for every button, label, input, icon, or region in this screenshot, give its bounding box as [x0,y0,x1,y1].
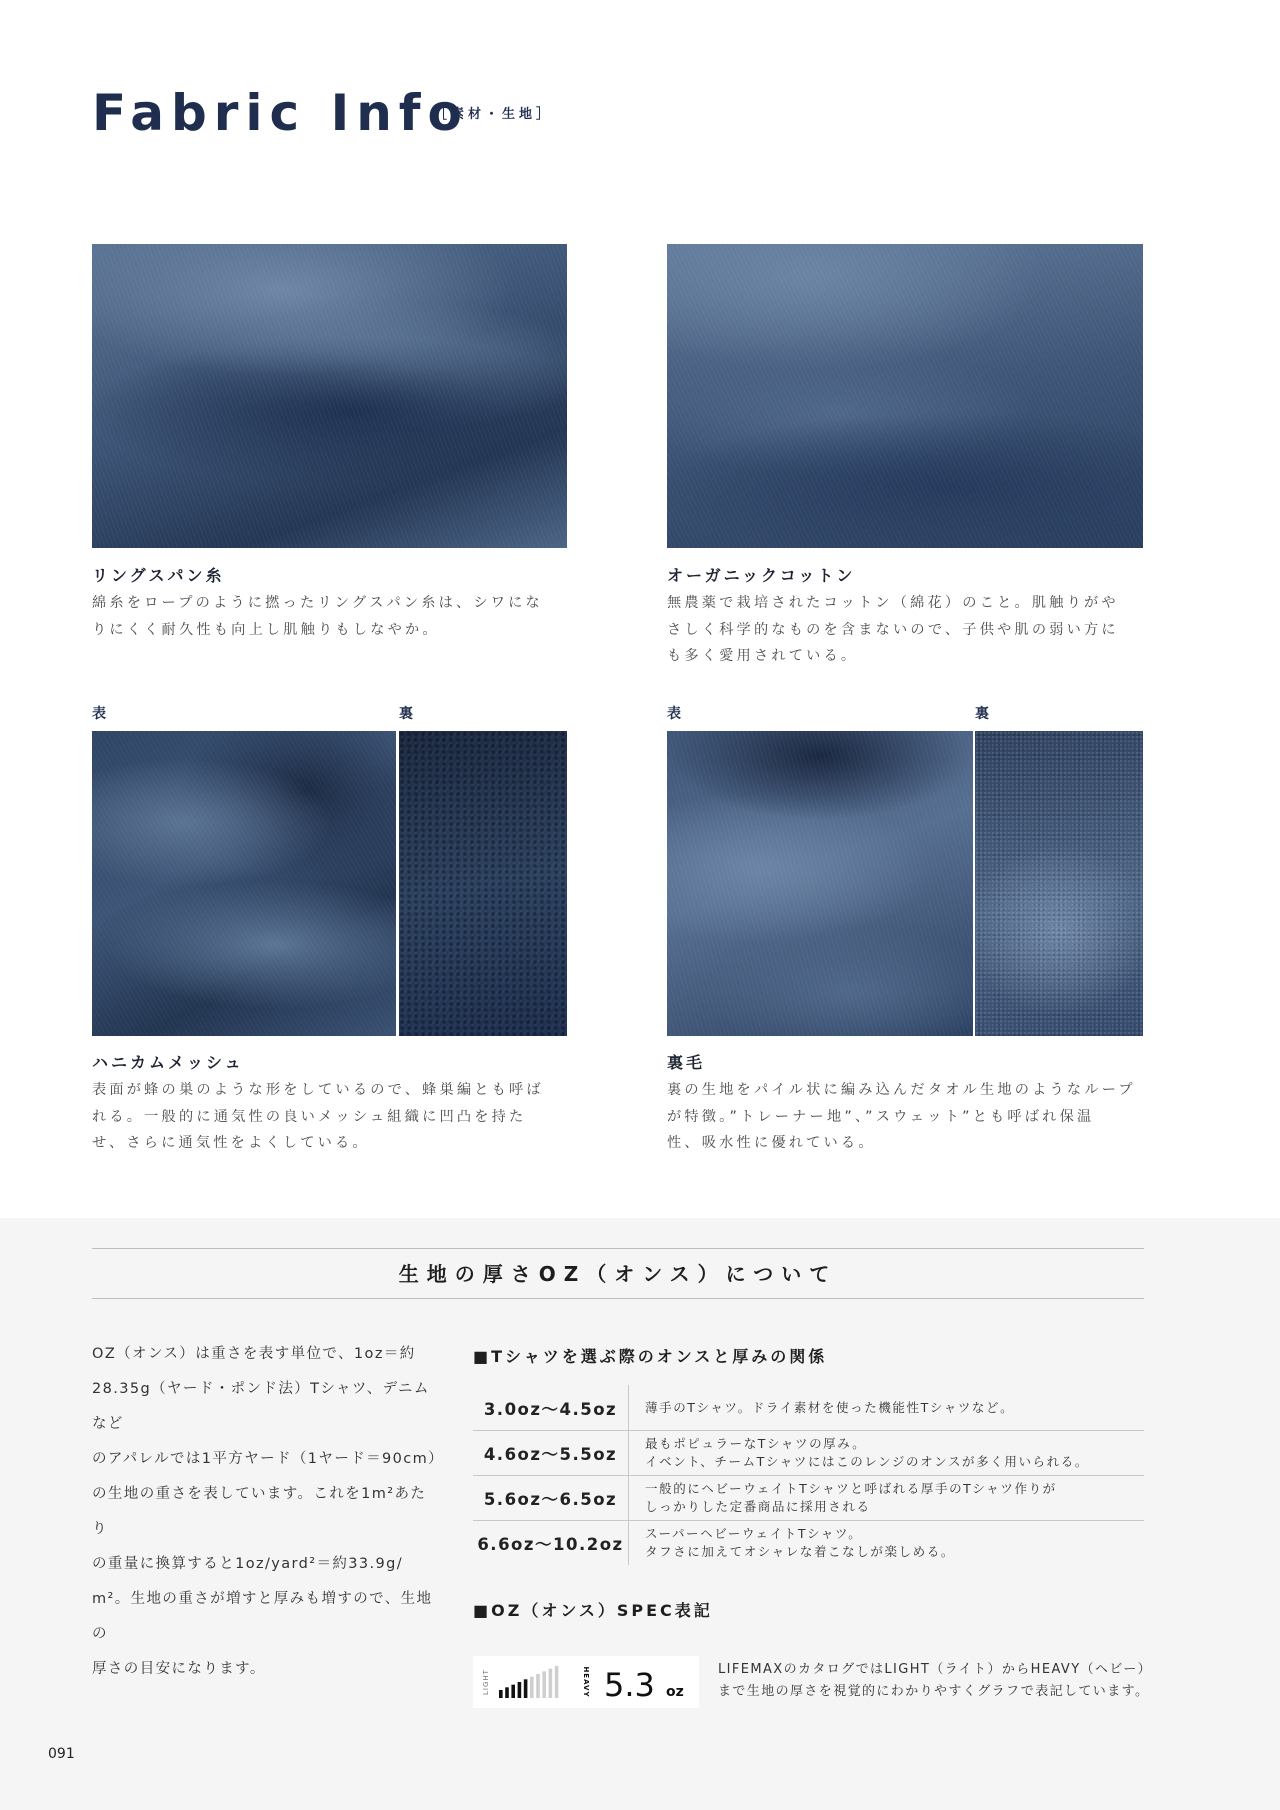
oz-desc-line: 28.35g（ヤード・ポンド法）Tシャツ、デニムなど [92,1381,430,1432]
light-label: LIGHT [482,1669,490,1695]
page-number: 091 [48,1746,75,1762]
table-row [473,1476,1144,1521]
oz-section-title: 生地の厚さOZ（オンス）について [398,1262,838,1286]
weight-bar-filled [524,1679,528,1698]
front-label: 表 [667,706,681,722]
weight-description [629,1476,1145,1521]
description-line: タフさに加えてオシャレな着こなしが楽しめる。 [645,1544,955,1559]
oz-desc-line: 厚さの目安になります。 [92,1661,266,1677]
desc-line: 性、吸水性に優れている。 [667,1135,876,1151]
desc-line: せ、さらに通気性をよくしている。 [92,1135,370,1151]
back-label: 裏 [399,706,413,722]
weight-bar-filled [518,1682,522,1698]
honeycomb-mesh-back-photo [399,731,567,1036]
organic-cotton-name: オーガニックコットン [667,566,856,585]
oz-desc-line: の生地の重さを表しています。これを1m²あたり [92,1486,427,1537]
description-line: スーパーヘビーウェイトTシャツ。 [645,1526,863,1541]
description-line: 最もポピュラーなTシャツの厚み。 [645,1436,867,1451]
weight-description [629,1521,1145,1566]
oz-spec-graph-svg [473,1656,699,1708]
back-label: 裏 [975,706,989,722]
oz-desc-line: OZ（オンス）は重さを表す単位で、1oz＝約 [92,1346,416,1362]
oz-explanation [92,1337,445,1687]
desc-line: さしく科学的なものを含まないので、子供や肌の弱い方に [667,621,1119,638]
fleece-description [667,1077,1147,1157]
honeycomb-mesh-front-photo [92,731,396,1036]
front-label: 表 [92,706,106,722]
page-title: Fabric Info [92,84,469,142]
desc-line: 表面が蜂の巣のような形をしているので、蜂巣編とも呼ば [92,1082,544,1098]
fleece-name: 裏毛 [667,1053,706,1072]
desc-line: れる。一般的に通気性の良いメッシュ組織に凹凸を持た [92,1108,527,1125]
oz-spec-graph [473,1656,699,1708]
weight-range: 3.0oz〜4.5oz [473,1385,629,1431]
fleece-back-photo [975,731,1143,1036]
ring-spun-name: リングスパン糸 [92,566,225,585]
table-row [473,1385,1144,1431]
oz-weight-table [473,1385,1144,1565]
organic-cotton-description [667,590,1147,670]
oz-desc-line: m²。生地の重さが増すと厚みも増すので、生地の [92,1591,433,1642]
spec-note-line: まで生地の厚さを視覚的にわかりやすくグラフで表記しています。 [718,1684,1150,1699]
weight-bar-empty [530,1677,534,1698]
weight-bar-filled [511,1685,515,1698]
oz-value: 5.3 [604,1666,655,1704]
oz-desc-line: のアパレルでは1平方ヤード（1ヤード＝90cm） [92,1451,445,1467]
weight-range: 5.6oz〜6.5oz [473,1476,629,1521]
desc-line: 無農薬で栽培されたコットン（綿花）のこと。肌触りがや [667,595,1119,611]
weight-description [629,1431,1145,1476]
oz-unit: oz [666,1684,684,1700]
ring-spun-fabric-photo [92,244,567,548]
weight-bar-empty [549,1669,553,1698]
honeycomb-mesh-description [92,1077,572,1157]
divider [92,1248,1144,1249]
honeycomb-mesh-name: ハニカムメッシュ [92,1053,244,1072]
weight-bar-empty [536,1674,540,1698]
ring-spun-description [92,590,572,643]
description-line: イベント、チームTシャツにはこのレンジのオンスが多く用いられる。 [645,1454,1089,1469]
divider [92,1298,1144,1299]
weight-bars [499,1666,558,1698]
desc-line: 綿糸をロープのように撚ったリングスパン糸は、シワにな [92,595,543,611]
heavy-label: HEAVY [582,1666,590,1698]
weight-bar-filled [505,1687,509,1698]
spec-note-line: LIFEMAXのカタログではLIGHT（ライト）からHEAVY（ヘビー） [718,1662,1153,1677]
weight-range: 4.6oz〜5.5oz [473,1431,629,1476]
spec-note [718,1659,1152,1703]
weight-range: 6.6oz〜10.2oz [473,1521,629,1566]
desc-line: が特徴。”トレーナー地”、”スウェット”とも呼ばれ保温 [667,1108,1095,1125]
weight-bar-empty [542,1671,546,1698]
page-subtitle: ［素材・生地］ [434,107,554,122]
weight-bar-empty [555,1666,559,1698]
spec-heading: ■OZ（オンス）SPEC表記 [473,1601,713,1620]
weight-description [629,1385,1145,1431]
desc-line: りにくく耐久性も向上し肌触りもしなやか。 [92,621,440,638]
weight-table-heading: ■Tシャツを選ぶ際のオンスと厚みの関係 [473,1347,828,1366]
desc-line: も多く愛用されている。 [667,648,859,664]
oz-desc-line: の重量に換算すると1oz/yard²＝約33.9g/ [92,1556,404,1572]
organic-cotton-fabric-photo [667,244,1143,548]
fleece-front-photo [667,731,973,1036]
description-line: 薄手のTシャツ。ドライ素材を使った機能性Tシャツなど。 [645,1399,1015,1415]
description-line: 一般的にヘビーウェイトTシャツと呼ばれる厚手のTシャツ作りが [645,1481,1057,1496]
desc-line: 裏の生地をパイル状に編み込んだタオル生地のようなループ [667,1082,1136,1098]
weight-bar-filled [499,1690,503,1698]
description-line: しっかりした定番商品に採用される [645,1499,871,1514]
table-row [473,1521,1144,1566]
table-row [473,1431,1144,1476]
